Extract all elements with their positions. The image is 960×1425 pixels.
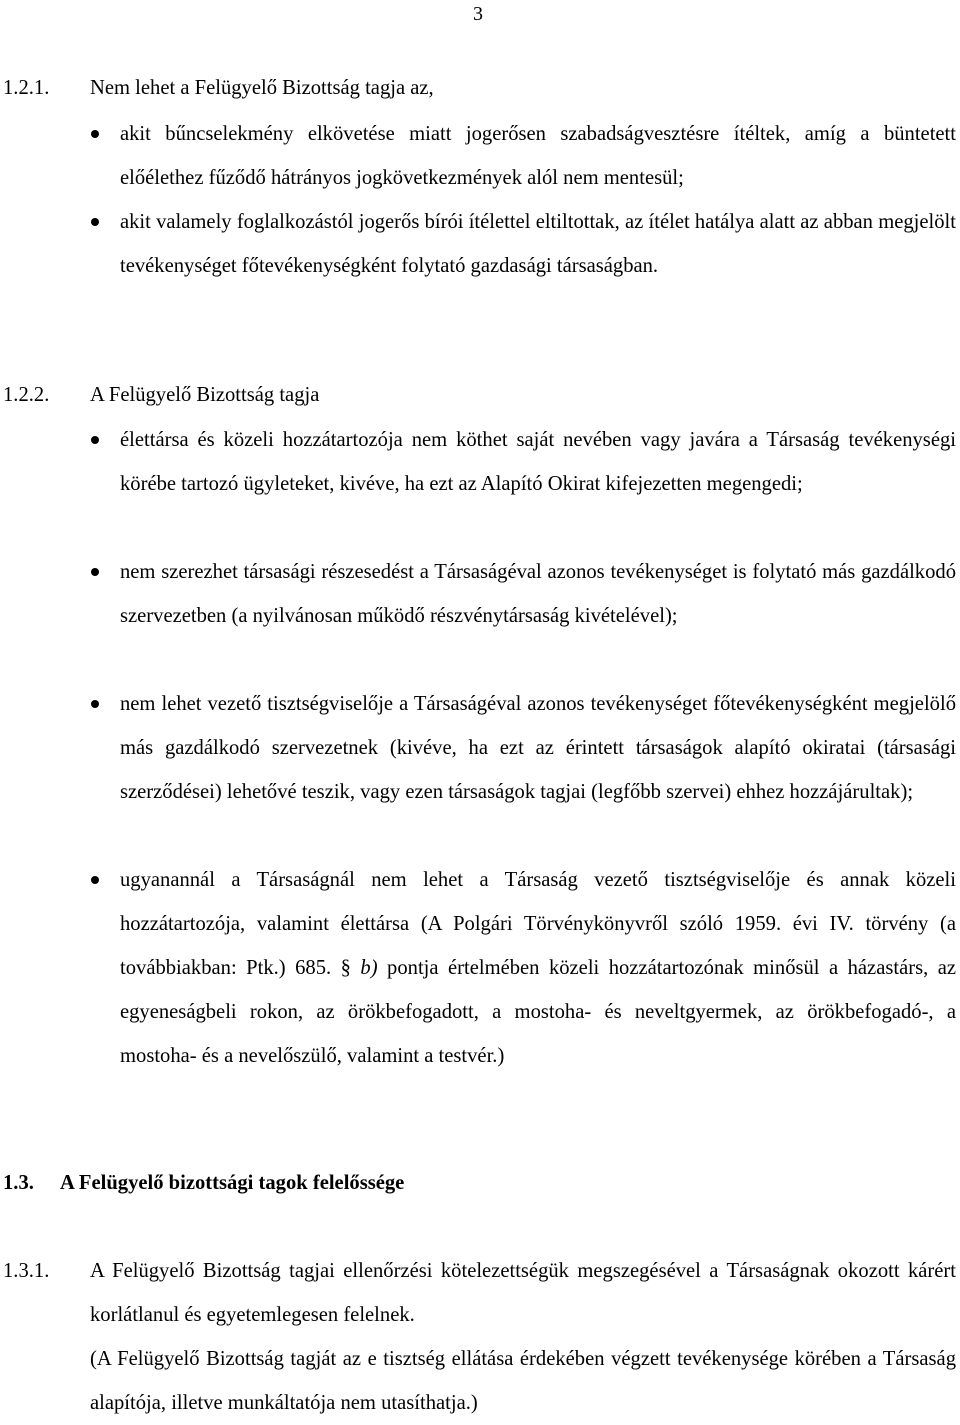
- bullet-icon: [91, 218, 99, 226]
- list-item-text: [120, 858, 956, 1078]
- list-item-text-part1: ugyanannál a Társaságnál nem lehet a Társaság vezető tisztségviselője és annak közeli hozzátartozója, valamint élettársa (A Polgári Törvénykönyvről szóló 1959. évi IV. törvény (a továbbiakban: Ptk.) 685.: [120, 869, 956, 979]
- paragraph-note: (A Felügyelő Bizottság tagját az e tisztség ellátása érdekében végzett tevékenysége körében a Társaság alapítója, illetve munkáltatója nem utasíthatja.): [90, 1348, 956, 1414]
- list-item-text: nem szerezhet társasági részesedést a Társaságéval azonos tevékenységet is folytató más gazdálkodó szervezetben (a nyilvánosan működő részvénytársaság kivételével);: [120, 561, 956, 627]
- list-item-text: élettársa és közeli hozzátartozója nem köthet saját nevében vagy javára a Társaság tevékenységi körébe tartozó ügyleteket, kivéve, ha ezt az Alapító Okirat kifejezetten megengedi;: [120, 429, 956, 495]
- bullet-icon: [91, 700, 99, 708]
- section-number: 1.2.2.: [3, 384, 50, 406]
- list-item-text: nem lehet vezető tisztségviselője a Társaságéval azonos tevékenységet főtevékenységként megjelölő más gazdálkodó szervezetnek (kivéve, ha ezt az érintett társaságok alapító okiratai (társasági szerződései) lehetővé teszik, vagy ezen társaságok tagjai (legfőbb szervei) ehhez hozzájárultak);: [120, 693, 956, 803]
- page-number: 3: [473, 3, 483, 25]
- list-item-text: akit valamely foglalkozástól jogerős bírói ítélettel eltiltottak, az ítélet hatálya alatt az abban megjelölt tevékenységet főtevékenységként folytató gazdasági társaságban.: [120, 211, 956, 277]
- section-number: 1.2.1.: [3, 77, 50, 99]
- bullet-icon: [91, 568, 99, 576]
- section-heading: A Felügyelő Bizottság tagja: [90, 384, 320, 406]
- section-heading: Nem lehet a Felügyelő Bizottság tagja az,: [90, 77, 434, 99]
- list-item-text-part2: pontja értelmében közeli hozzátartozónak minősül a házastárs, az egyeneságbeli rokon, az örökbefogadott, a mostoha- és neveltgyermek, az örökbefogadó-, a mostoha- és a nevelőszülő, valamint a testvér.): [120, 957, 956, 1067]
- paragraph: A Felügyelő Bizottság tagjai ellenőrzési kötelezettségük megszegésével a Társaságnak okozott kárért korlátlanul és egyetemlegesen felelnek.: [90, 1260, 956, 1326]
- section-sign: §: [340, 957, 351, 979]
- bullet-icon: [91, 130, 99, 138]
- italic-reference: b): [360, 957, 378, 979]
- section-heading: A Felügyelő bizottsági tagok felelőssége: [60, 1172, 405, 1194]
- section-number: 1.3.: [3, 1172, 34, 1194]
- section-number: 1.3.1.: [3, 1260, 50, 1282]
- list-item-text: akit bűncselekmény elkövetése miatt jogerősen szabadságvesztésre ítéltek, amíg a büntetett előélethez fűződő hátrányos jogkövetkezmények alól nem mentesül;: [120, 123, 956, 189]
- bullet-icon: [91, 876, 99, 884]
- bullet-icon: [91, 436, 99, 444]
